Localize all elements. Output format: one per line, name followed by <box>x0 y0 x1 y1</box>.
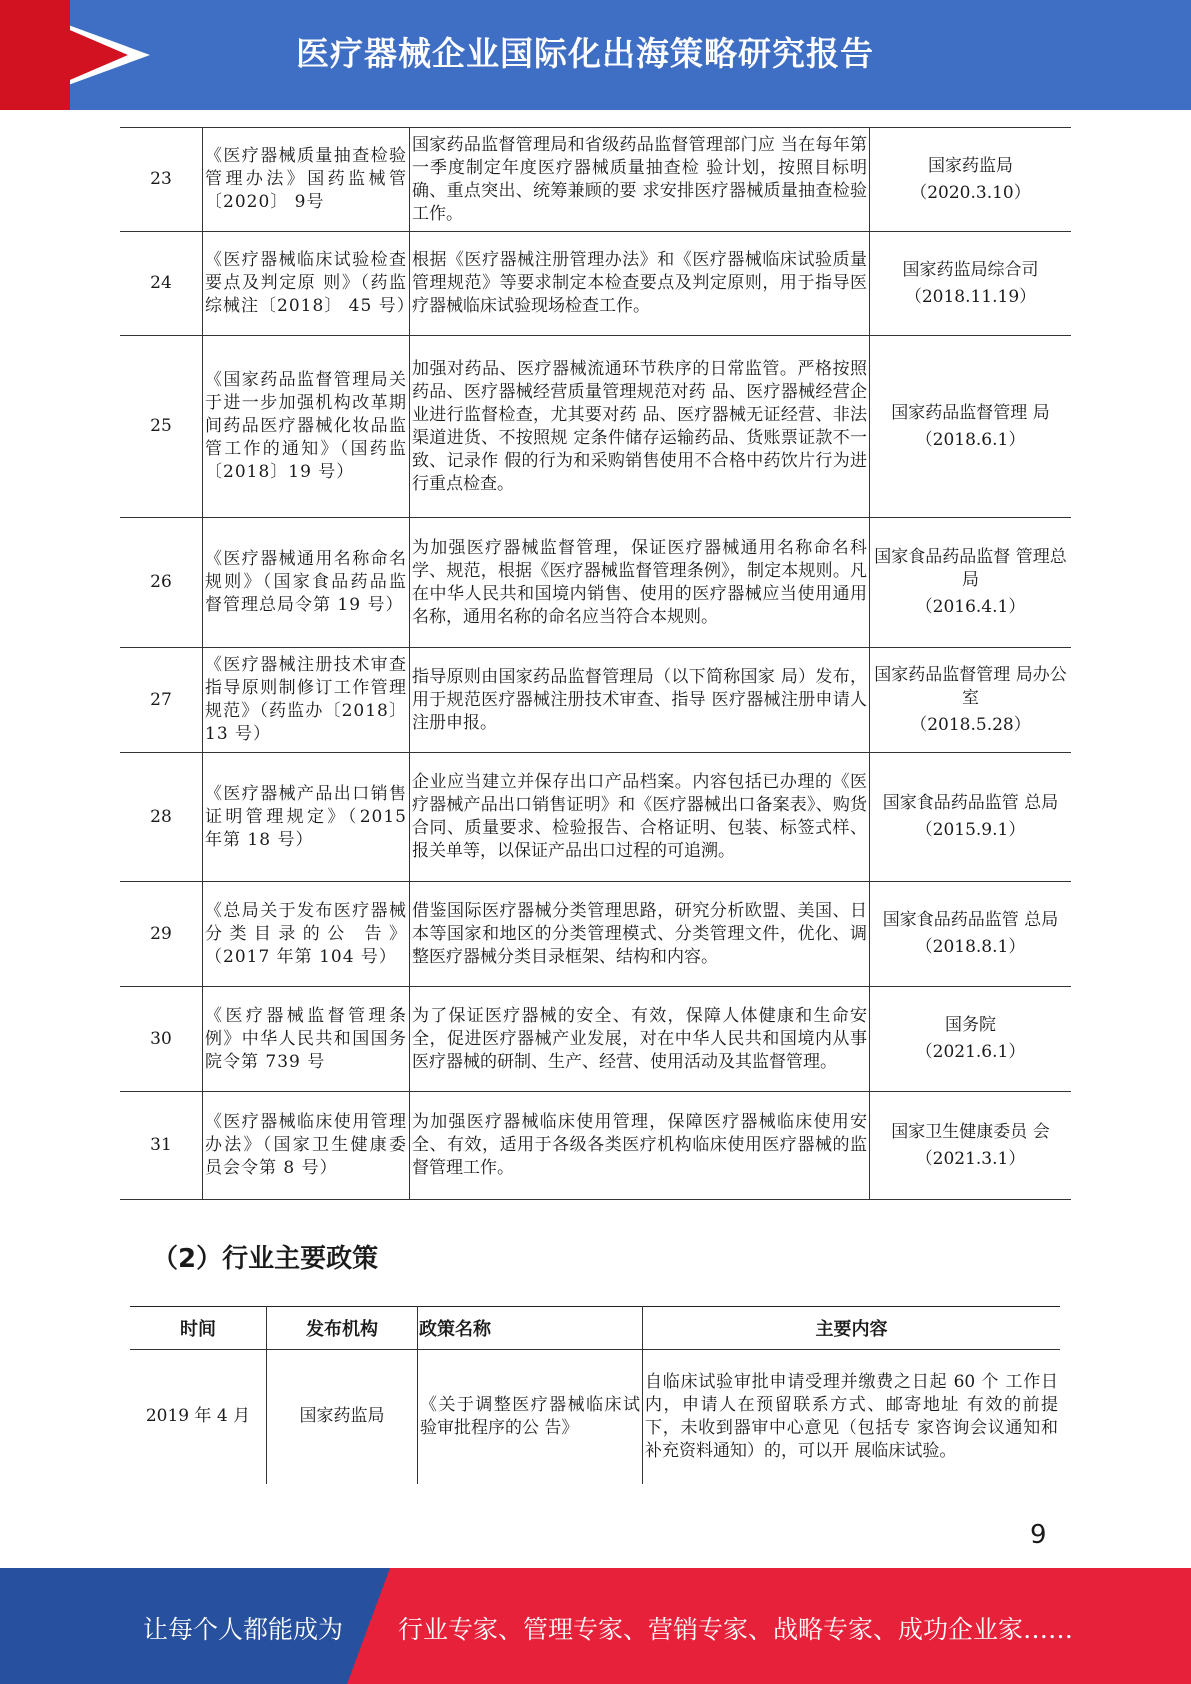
effective-date: （2016.4.1） <box>915 597 1026 617</box>
issuing-authority <box>870 1092 1072 1200</box>
regulation-description: 指导原则由国家药品监督管理局（以下简称国家 局）发布，用于规范医疗器械注册技术审查、指导 医疗器械注册申请人注册申报。 <box>410 648 870 753</box>
effective-date: （2018.8.1） <box>915 937 1026 957</box>
regulation-description: 为加强医疗器械临床使用管理，保障医疗器械临床使用安全、有效，适用于各级各类医疗机构临床使用医疗器械的监督管理工作。 <box>410 1092 870 1200</box>
policy-org: 国家药监局 <box>267 1350 418 1484</box>
regulation-name: 《总局关于发布医疗器械分类目录的公 告》（2017 年第 104 号） <box>203 882 410 987</box>
table-row <box>120 753 1071 882</box>
regulation-name: 《医疗器械注册技术审查指导原则制修订工作管理规范》（药监办〔2018〕13 号） <box>203 648 410 753</box>
policy-content: 自临床试验审批申请受理并缴费之日起 60 个 工作日内，申请人在预留联系方式、邮寄地址 有效的前提下，未收到器审中心意见（包括专 家咨询会议通知和补充资料通知）的，可以开 展临床试验。 <box>643 1350 1061 1484</box>
policy-name: 《关于调整医疗器械临床试验审批程序的公 告》 <box>418 1350 643 1484</box>
effective-date: （2018.5.28） <box>910 714 1031 735</box>
regulation-description: 根据《医疗器械注册管理办法》和《医疗器械临床试验质量管理规范》等要求制定本检查要点及判定原则，用于指导医疗器械临床试验现场检查工作。 <box>410 232 870 336</box>
regulation-name: 《医疗器械临床试验检查要点及判定原 则》（药监综械注〔2018〕 45 号） <box>203 232 410 336</box>
table-row <box>120 648 1071 753</box>
regulation-description: 国家药品监督管理局和省级药品监督管理部门应 当在每年第一季度制定年度医疗器械质量抽查检 验计划，按照目标明确、重点突出、统筹兼顾的要 求安排医疗器械质量抽查检验工作。 <box>410 128 870 232</box>
row-number: 23 <box>120 128 203 232</box>
effective-date: （2021.3.1） <box>915 1148 1026 1169</box>
section-title: （2）行业主要政策 <box>152 1244 379 1274</box>
authority-name: 国家药监局 <box>928 155 1013 176</box>
issuing-authority <box>870 518 1072 648</box>
table-row <box>120 232 1071 336</box>
footer-slogan-right: 行业专家、管理专家、营销专家、战略专家、成功企业家…… <box>398 1615 1074 1644</box>
table-row <box>120 882 1071 987</box>
issuing-authority <box>870 882 1072 987</box>
effective-date: （2020.3.10） <box>910 182 1031 203</box>
report-title: 医疗器械企业国际化出海策略研究报告 <box>296 34 874 73</box>
authority-name: 国家食品药品监管 总局 <box>882 793 1059 813</box>
regulation-description: 借鉴国际医疗器械分类管理思路，研究分析欧盟、美国、日本等国家和地区的分类管理模式、分类管理文件，优化、调整医疗器械分类目录框架、结构和内容。 <box>410 882 870 987</box>
row-number: 29 <box>120 882 203 987</box>
page-header <box>0 0 1191 110</box>
issuing-authority <box>870 128 1072 232</box>
footer-slogan-left: 让每个人都能成为 <box>143 1615 344 1644</box>
authority-name: 国家药品监督管理 局 <box>891 402 1050 423</box>
authority-name: 国务院 <box>945 1015 996 1035</box>
regulation-name: 《医疗器械临床使用管理办法》（国家卫生健康委员会令第 8 号） <box>203 1092 410 1200</box>
regulation-description: 为加强医疗器械监督管理，保证医疗器械通用名称命名科学、规范，根据《医疗器械监督管理条例》，制定本规则。凡在中华人民共和国境内销售、使用的医疗器械应当使用通用名称，通用名称的命名应当符合本规则。 <box>410 518 870 648</box>
row-number: 25 <box>120 336 203 518</box>
row-number: 28 <box>120 753 203 882</box>
regulation-description: 加强对药品、医疗器械流通环节秩序的日常监管。严格按照药品、医疗器械经营质量管理规范对药 品、医疗器械经营企业进行监督检查，尤其要对药 品、医疗器械无证经营、非法渠道进货、不按照规 定条件储存运输药品、货账票证款不一致、记录作 假的行为和采购销售使用不合格中药饮片行为进 行重点检查。 <box>410 336 870 518</box>
effective-date: （2021.6.1） <box>915 1042 1026 1062</box>
issuing-authority <box>870 336 1072 518</box>
header-policy-name: 政策名称 <box>418 1307 643 1350</box>
issuing-authority <box>870 753 1072 882</box>
authority-name: 国家药监局综合司 <box>902 259 1039 280</box>
authority-name: 国家食品药品监督 管理总局 <box>874 547 1067 590</box>
effective-date: （2015.9.1） <box>915 820 1026 840</box>
issuing-authority <box>870 648 1072 753</box>
row-number: 30 <box>120 987 203 1092</box>
regulation-name: 《医疗器械通用名称命名规则》（国家食品药品监督管理总局令第 19 号） <box>203 518 410 648</box>
table-row <box>120 128 1071 232</box>
table-row <box>130 1350 1060 1484</box>
effective-date: （2018.11.19） <box>904 286 1037 307</box>
regulation-name: 《医疗器械监督管理条例》中华人民共和国国务院令第 739 号 <box>203 987 410 1092</box>
table-row <box>120 1092 1071 1200</box>
header-arrow-icon <box>0 0 128 110</box>
header-org: 发布机构 <box>267 1307 418 1350</box>
header-content: 主要内容 <box>643 1307 1061 1350</box>
row-number: 24 <box>120 232 203 336</box>
regulation-description: 为了保证医疗器械的安全、有效，保障人体健康和生命安全，促进医疗器械产业发展，对在中华人民共和国境内从事医疗器械的研制、生产、经营、使用活动及其监督管理。 <box>410 987 870 1092</box>
row-number: 26 <box>120 518 203 648</box>
regulation-name: 《医疗器械产品出口销售证明管理规定》（2015 年第 18 号） <box>203 753 410 882</box>
effective-date: （2018.6.1） <box>915 429 1026 450</box>
page-number: 9 <box>1030 1520 1047 1550</box>
regulation-description: 企业应当建立并保存出口产品档案。内容包括已办理的《医疗器械产品出口销售证明》和《医疗器械出口备案表》、购货合同、质量要求、检验报告、合格证明、包装、标签式样、报关单等，以保证产品出口过程的可追溯。 <box>410 753 870 882</box>
authority-name: 国家食品药品监管 总局 <box>882 910 1059 930</box>
regulations-table <box>120 127 1071 1200</box>
row-number: 27 <box>120 648 203 753</box>
authority-name: 国家药品监督管理 局办公室 <box>874 664 1067 708</box>
page-footer <box>0 1568 1191 1684</box>
table-row <box>120 518 1071 648</box>
policy-time: 2019 年 4 月 <box>130 1350 267 1484</box>
issuing-authority <box>870 987 1072 1092</box>
row-number: 31 <box>120 1092 203 1200</box>
policy-table-header <box>130 1307 1060 1350</box>
header-time: 时间 <box>130 1307 267 1350</box>
table-row <box>120 336 1071 518</box>
regulation-name: 《医疗器械质量抽查检验管理办法》国药监械管〔2020〕 9号 <box>203 128 410 232</box>
table-row <box>120 987 1071 1092</box>
policy-table <box>130 1306 1060 1484</box>
regulation-name: 《国家药品监督管理局关于进一步加强机构改革期间药品医疗器械化妆品监管工作的通知》（国药监〔2018〕19 号） <box>203 336 410 518</box>
authority-name: 国家卫生健康委员 会 <box>891 1121 1050 1142</box>
issuing-authority <box>870 232 1072 336</box>
